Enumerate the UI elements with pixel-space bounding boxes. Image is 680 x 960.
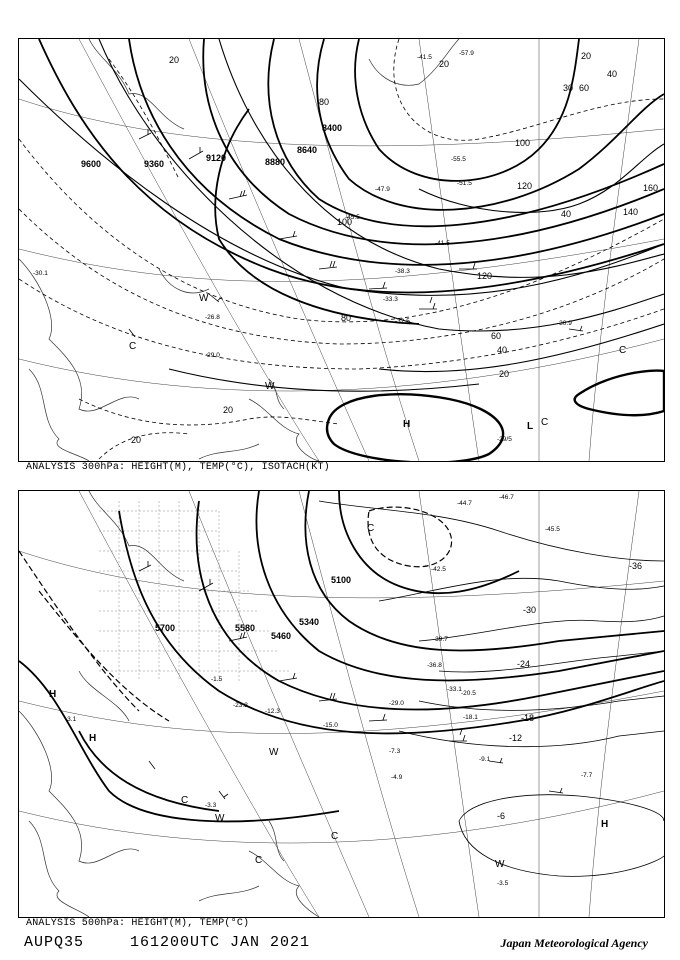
isotach-label: 20 <box>169 55 180 65</box>
isotach-label: 80 <box>341 313 352 323</box>
temperature-label: -33.1 <box>447 686 462 693</box>
warm-center-marker: W <box>495 859 505 870</box>
wind-barbs <box>139 561 563 799</box>
height-label: 9360 <box>144 159 165 169</box>
warm-center-marker: W <box>199 293 209 304</box>
isotach-label: 20 <box>499 369 510 379</box>
map-500hpa <box>19 491 664 917</box>
warm-center-marker: W <box>215 813 225 824</box>
isotherm-label: -12 <box>509 733 523 743</box>
warm-center-marker: W <box>269 747 279 758</box>
temperature-label: -30.1 <box>33 270 48 277</box>
height-label: 9600 <box>81 159 102 169</box>
isotherm-label: -6 <box>497 811 506 821</box>
warm-center-marker: W <box>265 381 275 392</box>
isotach-label: 60 <box>491 331 502 341</box>
temperature-label: -23.8 <box>233 702 248 709</box>
high-center-marker: H <box>49 689 57 700</box>
low-center-marker: L <box>527 421 534 432</box>
isotherm-label: -36 <box>629 561 643 571</box>
height-label: 9120 <box>206 153 227 163</box>
temperature-label: -7.7 <box>581 772 593 779</box>
isotherm-label: -18 <box>521 713 535 723</box>
height-label: 5580 <box>235 623 256 633</box>
temperature-label: -45.5 <box>345 214 360 221</box>
temperature-label: -1.5 <box>211 676 223 683</box>
coastline <box>19 491 319 917</box>
temperature-label: -38.3 <box>395 268 410 275</box>
temperature-label: -36.8 <box>427 662 442 669</box>
temperature-label: -33.3 <box>383 296 398 303</box>
high-center-marker: H <box>601 819 609 830</box>
temperature-label: -20.5 <box>461 690 476 697</box>
temperature-label: -45.5 <box>545 526 560 533</box>
pressure-centers <box>49 523 608 870</box>
height-contours <box>39 39 664 324</box>
height-label: 8400 <box>322 123 343 133</box>
isotach-label: 120 <box>477 271 493 281</box>
isotherm-label: -30 <box>523 605 537 615</box>
temperature-label: -42.5 <box>431 566 446 573</box>
temperature-labels <box>65 494 593 887</box>
isotach-label: 100 <box>515 138 531 148</box>
isotherms <box>319 501 664 876</box>
isotach-label: 100 <box>337 217 353 227</box>
agency-name: Japan Meteorological Agency <box>500 936 648 950</box>
cold-center-marker: C <box>367 523 375 534</box>
cold-center-marker: C <box>331 831 339 842</box>
temperature-label: -51.5 <box>457 180 472 187</box>
isotherm-dashed <box>19 507 452 721</box>
chart-id: AUPQ35 <box>24 934 85 951</box>
temperature-label: -47.9 <box>375 186 390 193</box>
isotherm-labels <box>497 561 642 821</box>
chart-panel-500hpa <box>18 490 665 918</box>
high-center-marker: H <box>403 419 411 430</box>
temperature-label: -29.0 <box>205 352 220 359</box>
high-center-marker: H <box>89 733 97 744</box>
temperature-label: -32.5 <box>395 318 410 325</box>
chart-panel-300hpa <box>18 38 665 462</box>
isotach-label: 140 <box>623 207 639 217</box>
temperature-label: -3.3 <box>205 802 217 809</box>
height-label: 8880 <box>265 157 286 167</box>
valid-time: 161200UTC JAN 2021 <box>130 934 311 951</box>
height-label: 8640 <box>297 145 318 155</box>
temperature-label: -41.5 <box>435 240 450 247</box>
isotach-label: 160 <box>643 183 659 193</box>
coastline <box>19 39 459 461</box>
high-pressure-contour <box>327 371 664 461</box>
height-labels <box>81 123 342 169</box>
cold-center-marker: C <box>541 417 549 428</box>
temperature-label: -55.5 <box>451 156 466 163</box>
height-label: 5460 <box>271 631 292 641</box>
isotach-label: 40 <box>561 209 572 219</box>
temperature-label: -39.7 <box>433 636 448 643</box>
cold-center-marker: C <box>255 855 263 866</box>
temperature-label: -44.7 <box>457 500 472 507</box>
temperature-label: -30.9 <box>557 320 572 327</box>
panel-caption-500hpa: ANALYSIS 500hPa: HEIGHT(M), TEMP(°C) <box>26 918 250 929</box>
isotach-label: 20 <box>131 435 142 445</box>
cold-center-marker: C <box>619 345 627 356</box>
temperature-label: -29.0 <box>389 700 404 707</box>
cold-center-marker: C <box>129 341 137 352</box>
temperature-grid-hatching <box>99 501 292 681</box>
isotach-label: 80 <box>319 97 330 107</box>
isotherm-label: -24 <box>517 659 531 669</box>
temperature-label: -18.1 <box>463 714 478 721</box>
isotach-label: 40 <box>607 69 618 79</box>
height-label: 5100 <box>331 575 352 585</box>
isotach-label: 20 <box>581 51 592 61</box>
temperature-label: -3.5 <box>497 880 509 887</box>
pressure-centers <box>129 293 626 432</box>
isotach-label: 20 <box>223 405 234 415</box>
isotach-label: 20 <box>439 59 450 69</box>
height-label: 5700 <box>155 623 176 633</box>
temperature-label: -7.3 <box>389 748 401 755</box>
temperature-label: -4.9 <box>391 774 403 781</box>
panel-caption-300hpa: ANALYSIS 300hPa: HEIGHT(M), TEMP(°C), ISOTACH(KT) <box>26 462 330 473</box>
chart-footer <box>24 934 346 951</box>
temperature-label: -12.3 <box>265 708 280 715</box>
temperature-label: -46.7 <box>499 494 514 501</box>
map-300hpa <box>19 39 664 461</box>
cold-center-marker: C <box>181 795 189 806</box>
temperature-label: -3.1 <box>65 716 77 723</box>
temperature-label: -41.5 <box>417 54 432 61</box>
height-label: 5340 <box>299 617 320 627</box>
temperature-label: -26.8 <box>205 314 220 321</box>
temperature-label: -15.0 <box>323 722 338 729</box>
temperature-label: -57.9 <box>459 50 474 57</box>
isotach-label: 120 <box>517 181 533 191</box>
temperature-label: -9.1 <box>479 756 491 763</box>
height-contours <box>19 491 664 821</box>
isotach-label: 60 <box>579 83 590 93</box>
isotach-label: 40 <box>497 345 508 355</box>
temperature-label: -29/5 <box>497 436 512 443</box>
isotach-label: 30 <box>563 83 574 93</box>
